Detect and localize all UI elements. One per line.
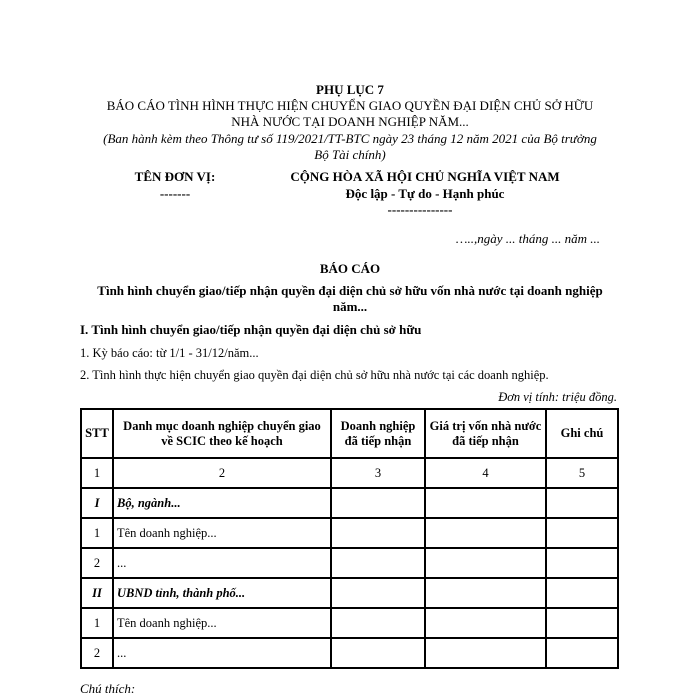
- empty-cell: [425, 638, 546, 668]
- empty-cell: [425, 578, 546, 608]
- empty-cell: [425, 548, 546, 578]
- row-stt: 1: [81, 608, 113, 638]
- row-name: UBND tỉnh, thành phố...: [113, 578, 331, 608]
- table-row: [81, 548, 618, 578]
- empty-cell: [546, 488, 618, 518]
- empty-cell: [425, 488, 546, 518]
- row-stt: II: [81, 578, 113, 608]
- header-note: Ghi chú: [546, 409, 618, 458]
- report-title: BÁO CÁO: [319, 261, 381, 276]
- report-subtitle-line1: Tình hình chuyển giao/tiếp nhận quyền đại diện chủ sở hữu vốn nhà nước tại doanh nghiệp: [97, 283, 603, 298]
- empty-cell: [425, 608, 546, 638]
- empty-cell: [331, 548, 425, 578]
- row-name: ...: [113, 638, 331, 668]
- document-title-line2: NHÀ NƯỚC TẠI DOANH NGHIỆP NĂM...: [231, 114, 469, 129]
- empty-cell: [331, 608, 425, 638]
- column-number: 1: [81, 458, 113, 488]
- empty-cell: [331, 638, 425, 668]
- nation-dash: ---------------: [387, 202, 453, 217]
- transfer-status: 2. Tình hình thực hiện chuyển giao quyền đại diện chủ sở hữu nhà nước tại các doanh nghiệp.: [80, 368, 549, 382]
- header-received: Doanh nghiệp đã tiếp nhận: [331, 409, 425, 458]
- report-table: [80, 408, 619, 669]
- table-row: [81, 518, 618, 548]
- empty-cell: [331, 578, 425, 608]
- column-number: 4: [425, 458, 546, 488]
- footnote-label: Chú thích:: [80, 681, 136, 696]
- row-stt: I: [81, 488, 113, 518]
- empty-cell: [546, 638, 618, 668]
- unit-dash: -------: [159, 186, 191, 201]
- nation-name: CỘNG HÒA XÃ HỘI CHỦ NGHĨA VIỆT NAM: [290, 169, 560, 184]
- row-name: ...: [113, 548, 331, 578]
- empty-cell: [331, 518, 425, 548]
- row-name: Tên doanh nghiệp...: [113, 518, 331, 548]
- unit-of-measure: Đơn vị tính: triệu đồng.: [498, 390, 617, 404]
- column-number: 2: [113, 458, 331, 488]
- table-row: [81, 608, 618, 638]
- empty-cell: [546, 548, 618, 578]
- nation-motto: Độc lập - Tự do - Hạnh phúc: [345, 186, 505, 201]
- row-stt: 2: [81, 638, 113, 668]
- header-capital-value: Giá trị vốn nhà nước đã tiếp nhận: [425, 409, 546, 458]
- issued-note-line1: (Ban hành kèm theo Thông tư số 119/2021/TT-BTC ngày 23 tháng 12 năm 2021 của Bộ trưởng: [103, 131, 597, 146]
- row-stt: 2: [81, 548, 113, 578]
- column-number: 5: [546, 458, 618, 488]
- date-line: …..,ngày ... tháng ... năm ...: [455, 231, 600, 246]
- report-subtitle-line2: năm...: [332, 299, 368, 314]
- empty-cell: [546, 518, 618, 548]
- column-number: 3: [331, 458, 425, 488]
- row-stt: 1: [81, 518, 113, 548]
- column-numbering-row: [81, 458, 618, 488]
- header-stt: STT: [81, 409, 113, 458]
- document-title-line1: BÁO CÁO TÌNH HÌNH THỰC HIỆN CHUYỂN GIAO QUYỀN ĐẠI DIỆN CHỦ SỞ HỮU: [106, 98, 594, 113]
- row-name: Tên doanh nghiệp...: [113, 608, 331, 638]
- table-row: [81, 488, 618, 518]
- table-header-row: [81, 409, 618, 458]
- issued-note-line2: Bộ Tài chính): [314, 147, 386, 162]
- table-row: [81, 638, 618, 668]
- report-period: 1. Kỳ báo cáo: từ 1/1 - 31/12/năm...: [80, 346, 259, 360]
- section-heading: I. Tình hình chuyển giao/tiếp nhận quyền đại diện chủ sở hữu: [80, 322, 422, 337]
- empty-cell: [546, 608, 618, 638]
- header-enterprise-list: Danh mục doanh nghiệp chuyển giao về SCIC theo kế hoạch: [113, 409, 331, 458]
- empty-cell: [546, 578, 618, 608]
- row-name: Bộ, ngành...: [113, 488, 331, 518]
- appendix-label: PHỤ LỤC 7: [316, 82, 384, 97]
- unit-name-label: TÊN ĐƠN VỊ:: [134, 169, 216, 184]
- table-row: [81, 578, 618, 608]
- empty-cell: [331, 488, 425, 518]
- empty-cell: [425, 518, 546, 548]
